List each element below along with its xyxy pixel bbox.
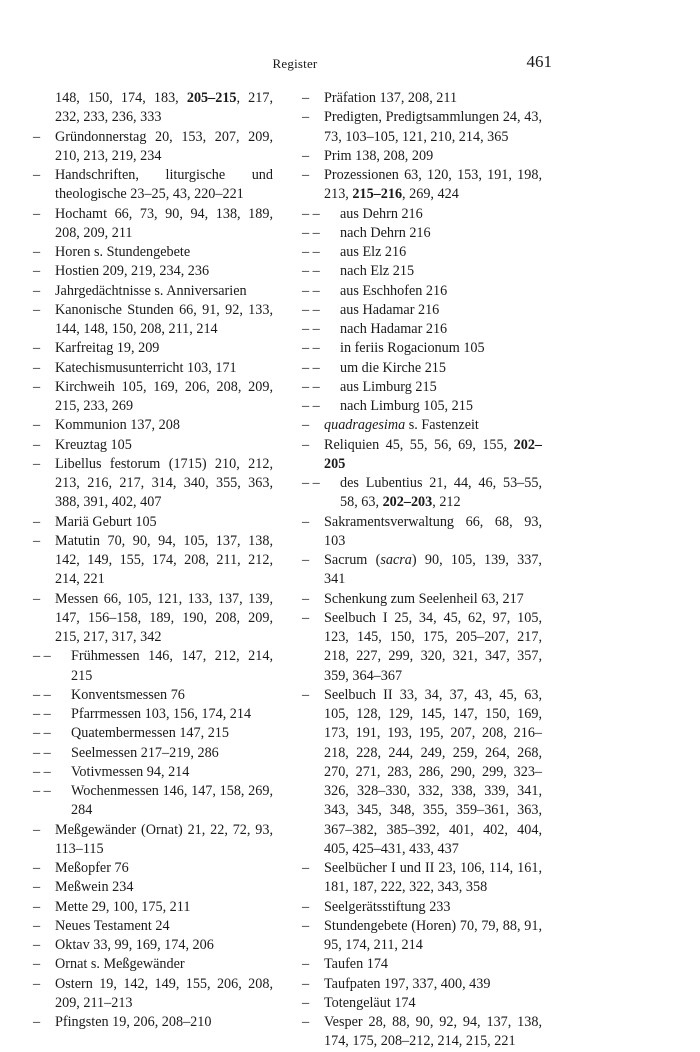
entry-dash: – [33,205,41,222]
entry-dash: – [302,860,310,876]
entry-dash: – [33,879,41,896]
entry-text: Kreuztag 105 [55,436,132,453]
index-subentry [33,744,273,763]
index-entry [33,513,273,532]
entry-text: Matutin 70, 90, 94, 105, 137, 138, 142, 149, 155, 174, 208, 211, 212, 214, 221 [55,532,273,588]
index-column-left [33,89,273,1032]
entry-text: Horen s. Stundengebete [55,244,191,260]
index-subentry [302,262,542,281]
entry-dash: – [33,937,41,953]
entry-dash: – [302,109,310,126]
index-entry [33,898,273,917]
entry-text: Mette 29, 100, 175, 211 [55,898,191,915]
index-entry [33,859,273,878]
entry-text: aus Eschhofen 216 [340,282,448,299]
index-entry [33,339,273,358]
index-subentry [302,205,542,224]
entry-dash: – [33,956,41,973]
entry-dash: – [33,167,41,183]
entry-text: Kirchweih 105, 169, 206, 208, 209, 215, 233, 269 [55,378,273,414]
index-entry [302,917,542,956]
entry-dash: – [33,898,41,915]
index-entry [33,975,273,1014]
entry-text: Mariä Geburt 105 [55,513,157,530]
entry-dash: – [33,860,41,876]
entry-dash: – [33,417,41,434]
entry-dash: – – [302,321,320,337]
index-subentry [302,397,542,416]
entry-dash: – [33,590,41,607]
entry-text: Seelbuch II 33, 34, 37, 43, 45, 63, 105, 128, 129, 145, 147, 150, 169, 173, 191, 193, 195, 207, 208, 216–218, 228, 244, 249, 259, 264, 268, 270, 271, 283, 286, 290, 299, 323–326, 328–330, 332, 338, 339, 341, 343, 345, 348, 355, 359–361, 363, 367–382, 385–392, 401, 402, 404, 405, 425–431, 433, 437 [324,686,542,857]
index-entry [33,436,273,455]
index-entry [33,282,273,301]
entry-dash: – – [33,686,51,703]
entry-text: Konventsmessen 76 [71,686,185,703]
entry-dash: – [33,975,41,992]
index-subentry [302,359,542,378]
entry-text: Ornat s. Meßgewänder [55,956,185,973]
entry-dash: – – [302,244,320,260]
entry-text: Hostien 209, 219, 234, 236 [55,263,210,280]
entry-dash: – – [33,648,51,665]
index-entry [302,590,542,609]
entry-text: nach Dehrn 216 [340,224,431,241]
index-subentry [33,763,273,782]
index-entry [302,166,542,205]
index-entry [33,878,273,897]
index-entry [302,513,542,552]
entry-text: Hochamt 66, 73, 90, 94, 138, 189, 208, 209, 211 [55,205,273,241]
entry-dash: – [33,532,41,549]
entry-text: Ostern 19, 142, 149, 155, 206, 208, 209, 211–213 [55,975,273,1011]
page-header [0,52,700,76]
entry-text: Gründonnerstag 20, 153, 207, 209, 210, 213, 219, 234 [55,128,273,164]
entry-text: aus Limburg 215 [340,378,437,395]
entry-text: Seelgerätsstiftung 233 [324,898,451,915]
index-entry [302,1013,542,1052]
entry-dash: – – [302,340,320,357]
index-entry [33,301,273,340]
index-entry [33,166,273,205]
index-entry [33,359,273,378]
entry-text: Meßgewänder (Ornat) 21, 22, 72, 93, 113–115 [55,821,273,857]
index-entry [33,416,273,435]
entry-dash: – – [302,475,320,491]
entry-text: quadragesima s. Fastenzeit [324,417,479,434]
entry-dash: – [302,994,310,1011]
entry-text: Kommunion 137, 208 [55,417,180,434]
entry-text: nach Limburg 105, 215 [340,398,473,414]
entry-dash: – – [302,263,320,280]
entry-dash: – [33,821,41,838]
entry-text: Jahrgedächtnisse s. Anniversarien [55,282,247,299]
entry-text: aus Dehrn 216 [340,205,423,222]
entry-dash: – [33,301,41,318]
index-entry [33,532,273,590]
entry-text: Messen 66, 105, 121, 133, 137, 139, 147, 156–158, 189, 190, 208, 209, 215, 217, 317, 342 [55,590,273,645]
entry-dash: – – [33,706,51,722]
entry-dash: – – [302,301,320,318]
index-entry [33,243,273,262]
entry-text: Seelbücher I und II 23, 106, 114, 161, 181, 187, 222, 322, 343, 358 [324,860,542,896]
entry-dash: – [302,513,310,530]
index-entry [302,147,542,166]
index-subentry [33,724,273,743]
index-entry [302,898,542,917]
entry-text: Karfreitag 19, 209 [55,340,160,357]
entry-dash: – [302,590,310,607]
entry-text: Libellus festorum (1715) 210, 212, 213, 216, 217, 314, 340, 355, 363, 388, 391, 402, 407 [55,455,273,511]
entry-text: des Lubentius 21, 44, 46, 53–55, 58, 63, 202–203, 212 [340,475,542,511]
index-entry [33,262,273,281]
entry-dash: – [33,917,41,934]
index-entry [33,936,273,955]
entry-text: in feriis Rogacionum 105 [340,340,485,357]
index-entry [33,955,273,974]
entry-text: aus Hadamar 216 [340,301,440,318]
index-entry [33,590,273,648]
entry-dash: – [33,378,41,395]
entry-text: Kanonische Stunden 66, 91, 92, 133, 144, 148, 150, 208, 211, 214 [55,301,273,337]
index-entry [33,455,273,513]
entry-text: Schenkung zum Seelenheil 63, 217 [324,590,524,607]
index-entry [33,917,273,936]
running-title: Register [272,56,318,71]
index-subentry [302,474,542,513]
entry-text: Sakramentsverwaltung 66, 68, 93, 103 [324,513,542,549]
entry-dash: – – [302,282,320,299]
index-subentry [302,320,542,339]
index-entry [33,128,273,167]
entry-text: Stundengebete (Horen) 70, 79, 88, 91, 95, 174, 211, 214 [324,917,542,953]
index-entry [302,436,542,475]
entry-dash: – [302,975,310,992]
entry-dash: – – [302,359,320,376]
entry-text: Prozessionen 63, 120, 153, 191, 198, 213, 215–216, 269, 424 [324,167,542,203]
entry-dash: – – [33,763,51,780]
entry-dash: – [33,340,41,357]
entry-dash: – – [302,378,320,395]
entry-text: Wochenmessen 146, 147, 158, 269, 284 [71,783,273,819]
entry-text: Neues Testament 24 [55,917,170,934]
page-number: 461 [526,52,552,71]
entry-text: Totengeläut 174 [324,994,416,1011]
entry-text: Prim 138, 208, 209 [324,147,434,164]
entry-text: Sacrum (sacra) 90, 105, 139, 337, 341 [324,552,542,588]
entry-dash: – [302,609,310,626]
entry-text: um die Kirche 215 [340,359,446,376]
entry-dash: – [302,147,310,164]
entry-dash: – [302,1014,310,1030]
index-entry [33,89,273,128]
entry-text: Frühmessen 146, 147, 212, 214, 215 [71,648,273,684]
entry-dash: – [33,455,41,472]
entry-text: Meßopfer 76 [55,860,129,876]
entry-dash: – – [33,744,51,761]
entry-text: Seelbuch I 25, 34, 45, 62, 97, 105, 123, 145, 150, 175, 205–207, 217, 218, 227, 299, 320, 321, 347, 357, 359, 364–367 [324,609,542,684]
entry-dash: – – [302,398,320,414]
index-entry [302,609,542,686]
index-subentry [302,243,542,262]
entry-text: Präfation 137, 208, 211 [324,90,458,106]
entry-dash: – – [33,725,51,742]
entry-text: Quatembermessen 147, 215 [71,725,229,742]
index-subentry [302,339,542,358]
entry-text: nach Elz 215 [340,263,415,280]
index-entry [302,859,542,898]
index-subentry [302,224,542,243]
entry-dash: – – [33,783,51,799]
entry-dash: – [33,513,41,530]
index-entry [302,994,542,1013]
entry-dash: – [33,359,41,376]
entry-dash: – – [302,205,320,222]
index-entry [302,955,542,974]
index-subentry [33,782,273,821]
index-entry [302,975,542,994]
entry-text: Seelmessen 217–219, 286 [71,744,219,761]
entry-text: Oktav 33, 99, 169, 174, 206 [55,937,214,953]
entry-dash: – [33,128,41,145]
entry-dash: – [33,1014,41,1030]
entry-text: Pfarrmessen 103, 156, 174, 214 [71,706,252,722]
index-entry [302,108,542,147]
entry-text: 148, 150, 174, 183, 205–215, 217, 232, 233, 236, 333 [55,90,274,126]
index-subentry [33,686,273,705]
index-entry [302,551,542,590]
entry-dash: – [302,167,310,183]
entry-text: Katechismusunterricht 103, 171 [55,359,237,376]
index-entry [33,821,273,860]
entry-text: Meßwein 234 [55,879,134,896]
entry-text: Handschriften, liturgische und theologische 23–25, 43, 220–221 [55,167,273,203]
entry-text: Taufen 174 [324,956,389,973]
index-subentry [33,647,273,686]
entry-text: Taufpaten 197, 337, 400, 439 [324,975,491,992]
entry-dash: – [33,282,41,299]
entry-dash: – [302,417,310,434]
entry-text: Pfingsten 19, 206, 208–210 [55,1014,212,1030]
entry-text: aus Elz 216 [340,244,407,260]
entry-text: Votivmessen 94, 214 [71,763,190,780]
entry-text: Reliquien 45, 55, 56, 69, 155, 202–205 [324,436,542,472]
entry-text: Vesper 28, 88, 90, 92, 94, 137, 138, 174, 175, 208–212, 214, 215, 221 [324,1014,542,1050]
index-entry [302,89,542,108]
entry-dash: – [302,898,310,915]
entry-dash: – [302,917,310,934]
entry-dash: – [302,956,310,973]
index-column-right [302,89,542,1052]
index-entry [33,205,273,244]
index-subentry [302,282,542,301]
index-subentry [33,705,273,724]
entry-dash: – [302,90,310,106]
entry-dash: – [33,263,41,280]
entry-dash: – [302,436,310,453]
entry-text: Predigten, Predigtsammlungen 24, 43, 73, 103–105, 121, 210, 214, 365 [324,109,542,145]
entry-text: nach Hadamar 216 [340,321,448,337]
entry-dash: – – [302,224,320,241]
entry-dash: – [33,436,41,453]
index-entry [302,686,542,859]
entry-dash: – [302,686,310,703]
index-entry [302,416,542,435]
index-subentry [302,378,542,397]
index-entry [33,1013,273,1032]
entry-dash: – [33,244,41,260]
index-entry [33,378,273,417]
index-subentry [302,301,542,320]
entry-dash: – [302,552,310,568]
